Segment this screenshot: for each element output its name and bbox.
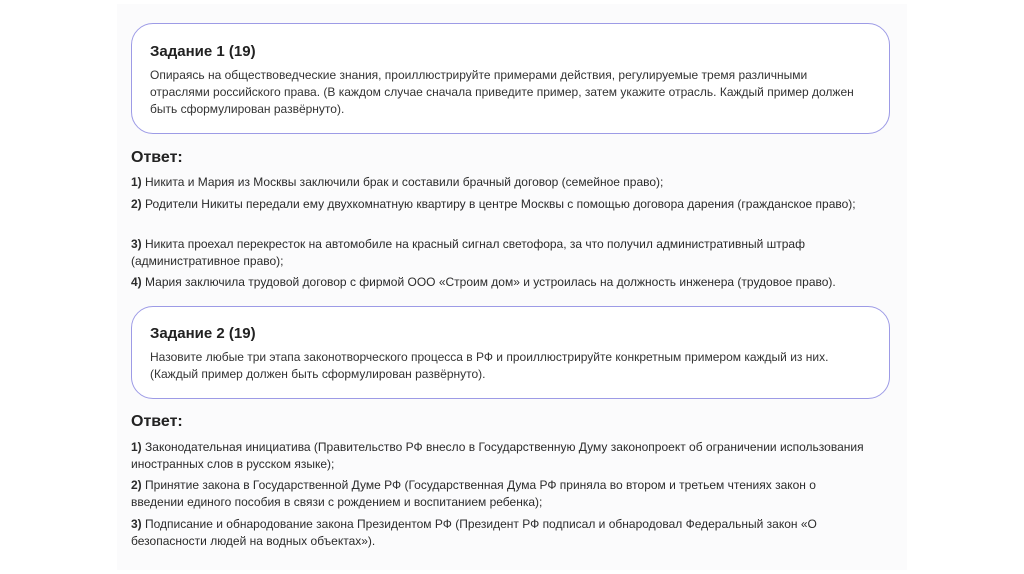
answer-1-item-1-text: Никита и Мария из Москвы заключили брак и составили брачный договор (семейное право); xyxy=(145,175,664,189)
answer-1-item-3 xyxy=(131,236,871,270)
answer-2-heading: Ответ: xyxy=(131,413,183,430)
task-2-text: Назовите любые три этапа законотворческого процесса в РФ и проиллюстрируйте конкретным примером каждый из них. (Каждый пример должен быть сформулирован развёрнуто). xyxy=(150,350,829,381)
answer-1-heading: Ответ: xyxy=(131,149,183,166)
answer-1-item-4-text: Мария заключила трудовой договор с фирмой ООО «Строим дом» и устроилась на должность инженера (трудовое право). xyxy=(145,275,836,289)
answer-1-item-2-text: Родители Никиты передали ему двухкомнатную квартиру в центре Москвы с помощью договора дарения (гражданское право); xyxy=(145,197,856,211)
answer-1-item-4 xyxy=(131,274,896,291)
answer-1-item-2 xyxy=(131,196,876,213)
task-1-text: Опираясь на обществоведческие знания, проиллюстрируйте примерами действия, регулируемые тремя различными отраслями российского права. (В каждом случае сначала приведите пример, затем укажите отрасль. Каждый пример должен быть сформулирован развёрнуто). xyxy=(150,68,854,116)
answer-1-item-2-number: 2) xyxy=(131,197,142,211)
answer-1-item-1-number: 1) xyxy=(131,175,142,189)
answer-2-item-1-text: Законодательная инициатива (Правительство РФ внесло в Государственную Думу законопроект об ограничении использования иностранных слов в русском языке); xyxy=(131,440,864,471)
task-1-title: Задание 1 (19) xyxy=(150,43,256,60)
answer-2-item-3 xyxy=(131,516,876,550)
answer-1-item-3-text: Никита проехал перекресток на автомобиле на красный сигнал светофора, за что получил административный штраф (административное право); xyxy=(131,237,805,268)
answer-2-item-1 xyxy=(131,439,866,473)
answer-2-item-2-number: 2) xyxy=(131,478,142,492)
answer-2-item-2-text: Принятие закона в Государственной Думе РФ (Государственная Дума РФ приняла во втором и третьем чтениях закон о введении единого пособия в связи с рождением и воспитанием ребенка); xyxy=(131,478,816,509)
answer-1-item-3-number: 3) xyxy=(131,237,142,251)
task-2-title: Задание 2 (19) xyxy=(150,325,256,342)
answer-2-item-3-text: Подписание и обнародование закона Президентом РФ (Президент РФ подписал и обнародовал Федеральный закон «О безопасности людей на водных объектах»). xyxy=(131,517,817,548)
answer-1-item-4-number: 4) xyxy=(131,275,142,289)
answer-1-item-1 xyxy=(131,174,891,191)
answer-2-item-2 xyxy=(131,477,866,511)
answer-2-item-1-number: 1) xyxy=(131,440,142,454)
answer-2-item-3-number: 3) xyxy=(131,517,142,531)
